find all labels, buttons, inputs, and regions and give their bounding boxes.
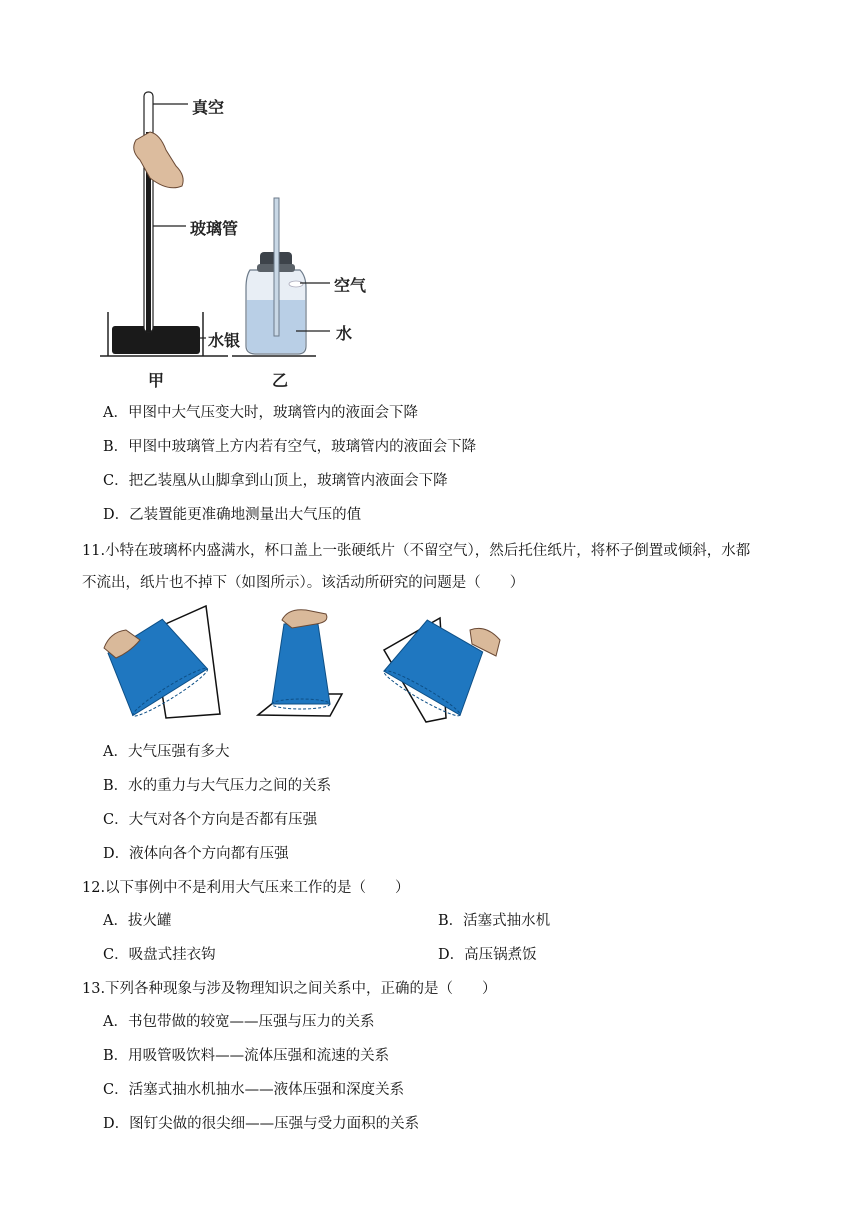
q10-option-d: D．乙装置能更准确地测量出大气压的值: [103, 507, 362, 523]
q13-option-d: D．图钉尖做的很尖细——压强与受力面积的关系: [103, 1116, 420, 1132]
q13-option-a: A．书包带做的较宽——压强与压力的关系: [103, 1014, 375, 1030]
q13-option-c: C．活塞式抽水机抽水——液体压强和深度关系: [103, 1082, 405, 1098]
yi-label: 乙: [272, 371, 289, 390]
hand: [134, 132, 183, 188]
q12-stem: 12.以下事例中不是利用大气压来工作的是（ ）: [82, 880, 410, 896]
air-label: 空气: [334, 276, 367, 295]
q12-option-b: B．活塞式抽水机: [438, 913, 551, 929]
barometer-drawing: [0, 0, 860, 400]
cup-upright: [258, 610, 342, 716]
q13-option-b: B．用吸管吸饮料——流体压强和流速的关系: [103, 1048, 390, 1064]
mercury-label: 水银: [208, 331, 241, 350]
q10-option-c: C．把乙装凰从山脚拿到山顶上，玻璃管内液面会下降: [103, 473, 448, 489]
vacuum-label: 真空: [192, 98, 225, 117]
q10-option-b: B．甲图中玻璃管上方内若有空气，玻璃管内的液面会下降: [103, 439, 477, 455]
q11-option-d: D．液体向各个方向都有压强: [103, 846, 289, 862]
glass-tube-label: 玻璃管: [190, 219, 239, 238]
cup-tilted-right: [381, 614, 500, 722]
q12-option-a: A．拔火罐: [103, 913, 172, 929]
q11-option-c: C．大气对各个方向是否都有压强: [103, 812, 318, 828]
q10-option-a: A．甲图中大气压变大时，玻璃管内的液面会下降: [103, 405, 418, 421]
q13-stem: 13.下列各种现象与涉及物理知识之间关系中，正确的是（ ）: [82, 981, 497, 997]
water-label: 水: [336, 324, 353, 343]
q11-stem-line1: 11.小特在玻璃杯内盛满水，杯口盖上一张硬纸片（不留空气），然后托住纸片，将杯子倒置或倾斜，水都: [82, 543, 751, 559]
cup-figure: [0, 600, 860, 730]
q12-option-d: D．高压锅煮饭: [438, 947, 537, 963]
mercury-pool: [112, 326, 200, 354]
cup-tilted-left: [98, 606, 220, 721]
jia-label: 甲: [148, 371, 165, 390]
q11-option-a: A．大气压强有多大: [103, 744, 230, 760]
q11-stem-line2: 不流出，纸片也不掉下（如图所示）。该活动所研究的问题是（ ）: [82, 575, 525, 591]
bottle-tube: [274, 198, 279, 336]
q12-option-c: C．吸盘式挂衣钩: [103, 947, 216, 963]
q11-option-b: B．水的重力与大气压力之间的关系: [103, 778, 332, 794]
